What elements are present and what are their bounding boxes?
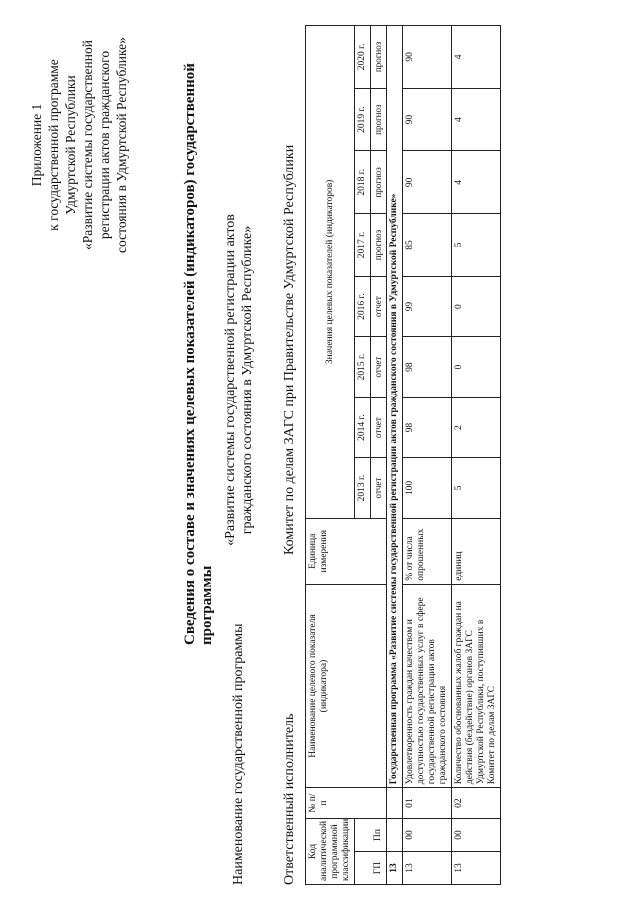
appendix-line: регистрации актов гражданского (97, 50, 112, 240)
program-row (387, 26, 403, 885)
row-num: 01 (403, 788, 452, 819)
program-value: «Развитие системы государственной регистрации актов гражданского состояния в Удмуртской Республике» (223, 214, 255, 546)
program-row-gp: 13 (387, 852, 403, 885)
appendix-line: состояния в Удмуртской Республике» (114, 37, 129, 253)
document-title-text: Сведения о составе и значениях целевых показателей (индикаторов) государственной программы (182, 63, 215, 645)
header-row-1 (306, 26, 355, 885)
row-value: 100 (403, 458, 452, 518)
header-year: 2013 г. (355, 458, 371, 518)
row-value: 85 (403, 214, 452, 277)
header-values: Значения целевых показателей (индикаторов) (306, 26, 355, 519)
row-value: 2 (452, 397, 501, 457)
row-name: Удовлетворенность граждан качеством и доступностью государственных услуг в сфере государственной регистрации актов гражданского состояния (403, 584, 452, 787)
appendix-line: Удмуртской Республики (63, 75, 78, 215)
row-name: Количество обоснованных жалоб граждан на действия (бездействие) органов ЗАГС Удмуртской Республики, поступивших в Комитет по делам ЗАГС (452, 584, 501, 787)
row-value: 4 (452, 26, 501, 89)
appendix-line: Приложение 1 (29, 103, 44, 187)
row-pp: 00 (403, 819, 452, 852)
header-status: прогноз (371, 26, 387, 89)
row-value: 0 (452, 337, 501, 397)
header-year: 2017 г. (355, 214, 371, 277)
header-year: 2020 г. (355, 26, 371, 89)
header-gp: ГП (355, 852, 387, 885)
header-status: отчет (371, 276, 387, 336)
row-gp: 13 (452, 852, 501, 885)
header-year: 2016 г. (355, 276, 371, 336)
row-value: 4 (452, 88, 501, 151)
header-year: 2014 г. (355, 397, 371, 457)
row-num: 02 (452, 788, 501, 819)
appendix-line: к государственной программе (46, 59, 61, 231)
document-title (182, 45, 216, 845)
row-gp: 13 (403, 852, 452, 885)
program-row-pp (387, 819, 403, 852)
appendix-block (28, 25, 130, 265)
row-unit: единиц (452, 518, 501, 584)
row-unit: % от числа опрошенных (403, 518, 452, 584)
header-status: отчет (371, 337, 387, 397)
row-value: 99 (403, 276, 452, 336)
header-status: прогноз (371, 214, 387, 277)
row-value: 90 (403, 88, 452, 151)
header-status: отчет (371, 397, 387, 457)
header-status: прогноз (371, 151, 387, 214)
header-status: прогноз (371, 88, 387, 151)
program-label: Наименование государственной программы (231, 623, 246, 885)
row-value: 5 (452, 214, 501, 277)
program-row-num (387, 788, 403, 819)
row-value: 90 (403, 26, 452, 89)
executor-value: Комитет по делам ЗАГС при Правительстве Удмуртской Республики (282, 144, 297, 555)
row-value: 5 (452, 458, 501, 518)
header-name: Наименование целевого показателя (индикатора) (306, 584, 387, 787)
header-year: 2018 г. (355, 151, 371, 214)
row-value: 98 (403, 397, 452, 457)
row-value: 90 (403, 151, 452, 214)
header-pp: Пп (355, 819, 387, 852)
row-value: 98 (403, 337, 452, 397)
header-year: 2015 г. (355, 337, 371, 397)
header-year: 2019 г. (355, 88, 371, 151)
executor-label: Ответственный исполнитель (282, 713, 297, 885)
header-num: № п/п (306, 788, 387, 819)
row-value: 0 (452, 276, 501, 336)
header-status: отчет (371, 458, 387, 518)
program-row-text: Государственная программа «Развитие системы государственной регистрации актов гражданского состояния в Удмуртской Республике» (387, 26, 403, 788)
table-row (403, 26, 452, 885)
header-unit: Единица измерения (306, 518, 387, 584)
row-pp: 00 (452, 819, 501, 852)
header-code: Код аналитической программной классификации (306, 819, 355, 885)
table-row (452, 26, 501, 885)
appendix-line: «Развитие системы государственной (80, 40, 95, 250)
indicators-table (305, 25, 501, 885)
row-value: 4 (452, 151, 501, 214)
